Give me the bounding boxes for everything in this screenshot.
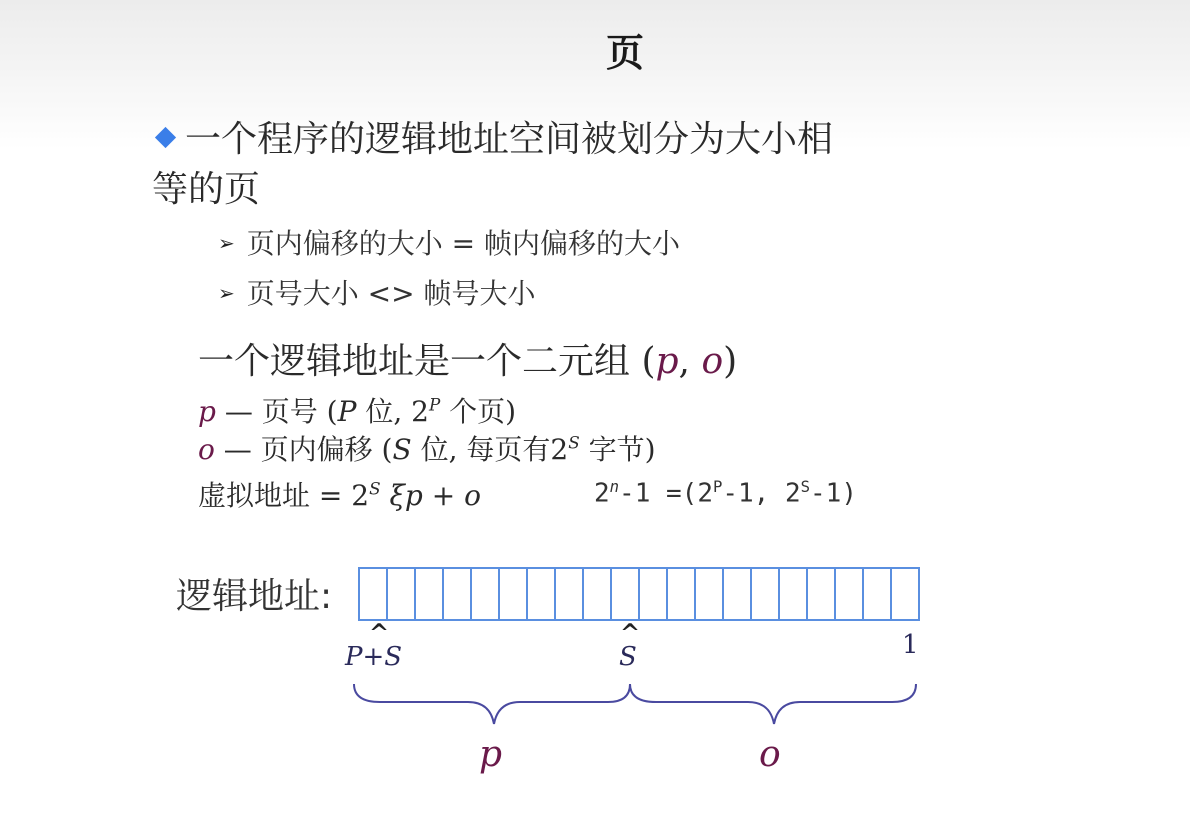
address-bit-cell <box>470 569 498 619</box>
curly-brace-icon <box>340 680 940 730</box>
address-bit-cell <box>582 569 610 619</box>
caret-mid-icon: ^ <box>620 618 641 647</box>
address-bit-cell <box>386 569 414 619</box>
sub-item-text: 页号大小 <> 帧号大小 <box>246 277 536 310</box>
formula-b: -1 =(2 <box>619 478 713 509</box>
address-bit-cell <box>610 569 638 619</box>
brace-o-path <box>630 684 916 724</box>
page-title: 页 <box>605 30 644 75</box>
address-bit-cell <box>694 569 722 619</box>
o-end: 字节) <box>579 433 656 466</box>
p-var: p <box>198 395 216 428</box>
address-bit-cell <box>414 569 442 619</box>
marker-bit-1: 1 <box>902 630 919 660</box>
brace-label-p: p <box>479 734 503 775</box>
p-end: 个页) <box>440 395 517 428</box>
brace-p-path <box>354 684 630 724</box>
caret-left-icon: ^ <box>369 618 390 647</box>
formula-c-sup: S <box>800 478 811 496</box>
o-var: o <box>198 433 215 466</box>
arrow-bullet-icon: ➢ <box>218 281 235 305</box>
address-bit-cell <box>806 569 834 619</box>
o-dash: — 页内偏移 ( <box>214 433 393 466</box>
address-bit-cell <box>498 569 526 619</box>
address-bit-cell <box>834 569 862 619</box>
main-bullet <box>152 115 833 215</box>
address-bit-cell <box>554 569 582 619</box>
tuple-o: o <box>701 341 724 382</box>
formula-c: -1, 2 <box>722 478 801 509</box>
address-bit-cell <box>862 569 890 619</box>
o-mid: 位, 每页有2 <box>411 433 569 466</box>
virtual-address-formula <box>198 474 481 514</box>
o-definition <box>198 428 656 468</box>
tuple-p: p <box>655 341 679 382</box>
tuple-definition <box>198 333 737 384</box>
virtual-sup: S <box>369 478 381 499</box>
p-definition <box>198 390 516 430</box>
bullet-line-2: 等的页 <box>152 169 261 210</box>
brace-label-o: o <box>759 734 781 775</box>
formula-a-sup: n <box>609 478 620 496</box>
marker-p-plus-s: P+S <box>345 642 403 672</box>
p-sup: P <box>428 394 441 415</box>
formula-a: 2 <box>594 478 610 509</box>
sub-item-text: 页内偏移的大小 = 帧内偏移的大小 <box>246 227 681 260</box>
p-dash: — 页号 ( <box>215 395 338 428</box>
range-formula <box>594 478 857 509</box>
marker-s: S <box>619 642 637 672</box>
address-bit-cell <box>666 569 694 619</box>
address-bit-cell <box>442 569 470 619</box>
p-mid: 位, 2 <box>356 395 429 428</box>
o-bits: S <box>392 433 412 466</box>
logical-address-label: 逻辑地址: <box>176 576 333 617</box>
arrow-bullet-icon: ➢ <box>218 231 235 255</box>
address-bit-cell <box>750 569 778 619</box>
address-bit-cell <box>638 569 666 619</box>
address-bit-cell <box>360 569 386 619</box>
tuple-text: 一个逻辑地址是一个二元组 ( <box>198 341 656 382</box>
address-bit-cell <box>722 569 750 619</box>
sub-item-2 <box>218 272 536 312</box>
p-bits: P <box>337 395 357 428</box>
tuple-comma: , <box>678 341 702 382</box>
formula-b-sup: P <box>712 478 723 496</box>
address-bit-grid <box>358 567 920 621</box>
virtual-text: 虚拟地址 = 2 <box>198 479 370 512</box>
formula-d: -1) <box>810 478 857 509</box>
address-bit-cell <box>526 569 554 619</box>
bullet-line-1: 一个程序的逻辑地址空间被划分为大小相 <box>185 119 834 160</box>
o-sup: S <box>568 432 580 453</box>
diamond-bullet-icon <box>155 127 176 148</box>
virtual-rest: ξp + o <box>380 479 481 512</box>
tuple-close: ) <box>723 341 738 382</box>
sub-item-1 <box>218 222 680 262</box>
address-bit-cell <box>890 569 918 619</box>
address-bit-cell <box>778 569 806 619</box>
